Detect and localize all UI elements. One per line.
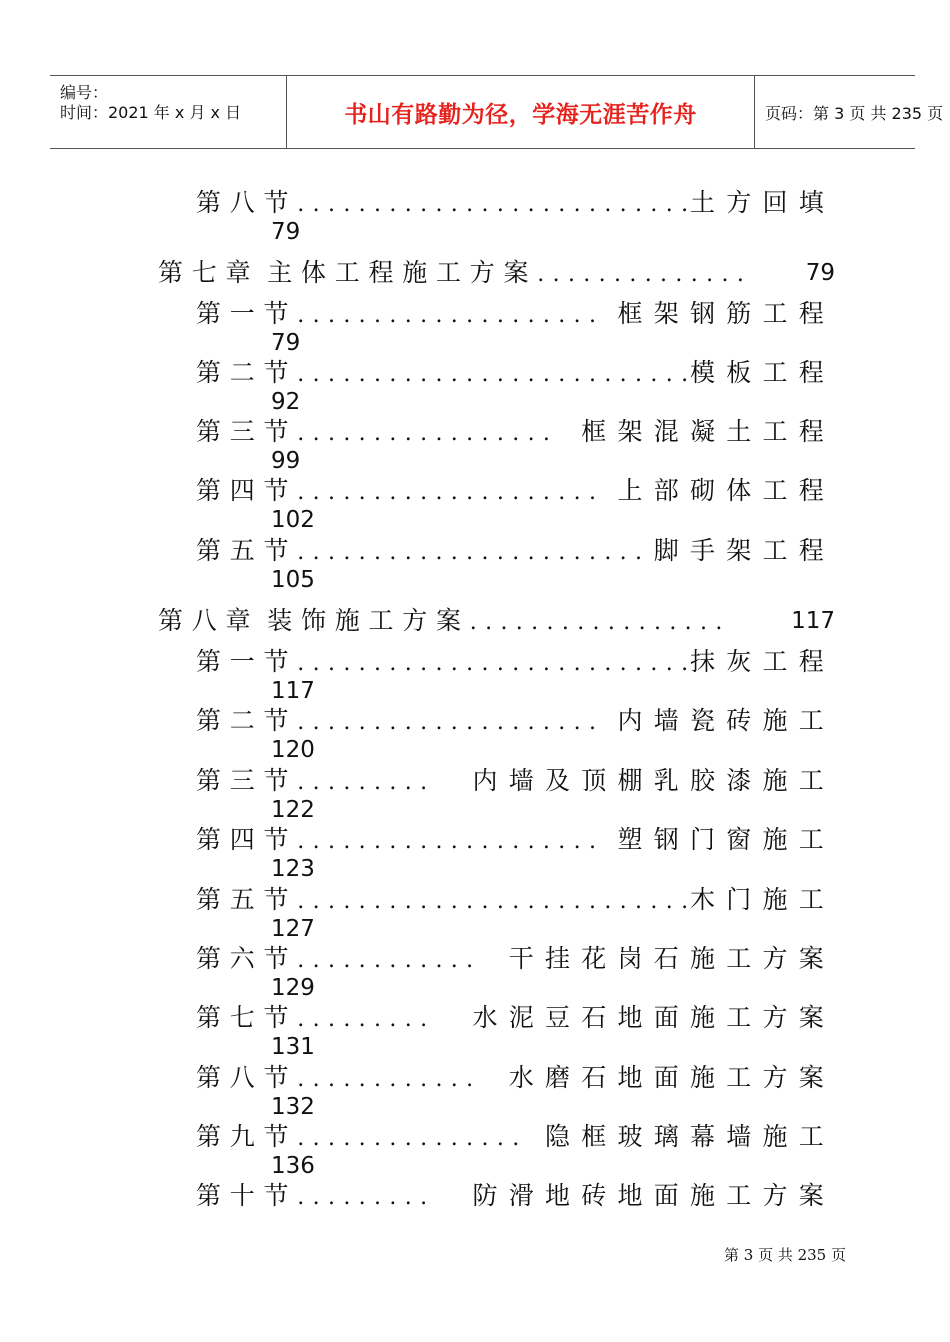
toc-entry-dots: ..........................	[297, 651, 697, 676]
toc-entry-page: 99	[271, 448, 301, 474]
toc-entry-line	[196, 704, 604, 738]
toc-entry-dots: ....................	[297, 303, 605, 328]
toc-entry-label: 第七节	[196, 1003, 298, 1032]
toc-entry-label: 第一节	[196, 299, 298, 328]
toc-entry	[0, 534, 950, 594]
toc-entry-dots: ..........................	[297, 192, 697, 217]
toc-entry-title: 模板工程	[689, 358, 835, 387]
toc-entry-line	[196, 883, 696, 917]
toc-entry-title: 木门施工	[689, 885, 835, 914]
toc-chapter-title: 装饰施工方案	[267, 606, 470, 635]
toc-entry-page: 79	[271, 330, 301, 356]
toc-entry-line	[196, 1179, 435, 1213]
toc-chapter-line	[158, 256, 838, 290]
toc-chapter-title: 主体工程施工方案	[267, 258, 538, 287]
toc-entry	[0, 645, 950, 705]
toc-entry-dots: .........	[297, 1185, 436, 1210]
toc-entry-page: 102	[271, 507, 315, 533]
header-page-info: 页码：第 3 页 共 235 页	[765, 103, 944, 123]
toc-entry-line	[196, 474, 604, 508]
toc-entry-label: 第六节	[196, 944, 298, 973]
toc-entry-line	[196, 645, 696, 679]
toc-entry-title: 隐框玻璃幕墙施工	[544, 1122, 835, 1151]
toc-entry-line	[196, 1061, 482, 1095]
toc-entry-title: 抹灰工程	[689, 647, 835, 676]
toc-entry-label: 第十节	[196, 1181, 298, 1210]
toc-entry	[0, 1179, 950, 1239]
toc-entry-line	[196, 297, 604, 331]
toc-entry-dots: ..........................	[297, 362, 697, 387]
toc-entry-title: 上部砌体工程	[617, 476, 835, 505]
toc-entry-title: 内墙瓷砖施工	[617, 706, 835, 735]
toc-entry-title: 内墙及顶棚乳胶漆施工	[472, 766, 835, 795]
toc-entry-label: 第八节	[196, 1063, 298, 1092]
toc-entry-dots: .................	[297, 421, 559, 446]
toc-entry-dots: ..........................	[297, 889, 697, 914]
toc-entry-line	[196, 764, 435, 798]
toc-entry-page: 117	[271, 678, 315, 704]
toc-entry-dots: ...............	[297, 1126, 528, 1151]
toc-entry-title: 水泥豆石地面施工方案	[472, 1003, 835, 1032]
toc-entry-dots: ....................	[297, 710, 605, 735]
toc-entry-line	[196, 1001, 435, 1035]
toc-entry-dots: ....................	[297, 480, 605, 505]
toc-entry-dots: ............	[297, 1067, 482, 1092]
toc-chapter-label: 第八章	[158, 606, 260, 635]
toc-chapter-dots: ..............	[537, 262, 753, 287]
toc-entry-label: 第三节	[196, 417, 298, 446]
toc-entry-label: 第二节	[196, 358, 298, 387]
toc-entry-page: 127	[271, 916, 315, 942]
doc-time-label: 时间：2021 年 x 月 x 日	[60, 103, 242, 122]
toc-entry-dots: .......................	[297, 540, 651, 565]
toc-entry	[0, 1120, 950, 1180]
toc-entry-line	[196, 186, 696, 220]
toc-entry-dots: .........	[297, 1007, 436, 1032]
toc-entry-page: 105	[271, 567, 315, 593]
toc-entry	[0, 823, 950, 883]
toc-entry-title: 土方回填	[689, 188, 835, 217]
toc-entry-label: 第四节	[196, 825, 298, 854]
toc-entry-page: 132	[271, 1094, 315, 1120]
toc-entry-line	[196, 823, 604, 857]
toc-entry	[0, 356, 950, 416]
toc-entry-label: 第九节	[196, 1122, 298, 1151]
toc-entry-label: 第一节	[196, 647, 298, 676]
toc-entry	[0, 297, 950, 357]
toc-entry-page: 129	[271, 975, 315, 1001]
toc-entry	[0, 1001, 950, 1061]
toc-entry	[0, 942, 950, 1002]
toc-entry-title: 脚手架工程	[653, 536, 835, 565]
toc-entry-dots: ............	[297, 948, 482, 973]
toc-entry-title: 防滑地砖地面施工方案	[472, 1181, 835, 1210]
toc-entry-line	[196, 534, 650, 568]
toc-entry-page: 79	[271, 219, 301, 245]
toc-entry-label: 第五节	[196, 536, 298, 565]
toc-chapter-page: 79	[805, 260, 835, 286]
toc-entry-line	[196, 415, 558, 449]
toc-entry-title: 水磨石地面施工方案	[508, 1063, 835, 1092]
toc-entry-page: 122	[271, 797, 315, 823]
doc-code-label: 编号：	[60, 83, 109, 102]
toc-entry-title: 框架混凝土工程	[581, 417, 835, 446]
toc-entry-page: 131	[271, 1034, 315, 1060]
toc-entry-dots: ....................	[297, 829, 605, 854]
toc-chapter-line	[158, 604, 838, 638]
toc-entry-label: 第二节	[196, 706, 298, 735]
toc-entry	[0, 764, 950, 824]
toc-entry-page: 123	[271, 856, 315, 882]
toc-chapter-label: 第七章	[158, 258, 260, 287]
toc-entry	[0, 415, 950, 475]
header-motto: 书山有路勤为径，学海无涯苦作舟	[344, 100, 697, 128]
toc-entry-title: 干挂花岗石施工方案	[508, 944, 835, 973]
toc-entry	[0, 883, 950, 943]
toc-entry-line	[196, 356, 696, 390]
toc-entry	[0, 1061, 950, 1121]
toc-entry	[0, 704, 950, 764]
toc-entry-page: 120	[271, 737, 315, 763]
toc-chapter-page: 117	[791, 608, 835, 634]
toc-chapter-dots: .................	[469, 610, 731, 635]
toc-entry	[0, 474, 950, 534]
toc-entry	[0, 186, 950, 246]
toc-entry-line	[196, 1120, 528, 1154]
toc-entry-label: 第四节	[196, 476, 298, 505]
toc-entry-page: 92	[271, 389, 301, 415]
page-footer: 第 3 页 共 235 页	[723, 1246, 846, 1264]
toc-entry-line	[196, 942, 482, 976]
toc-entry-label: 第八节	[196, 188, 298, 217]
toc-entry-page: 136	[271, 1153, 315, 1179]
toc-entry-title: 塑钢门窗施工	[617, 825, 835, 854]
toc-entry-label: 第三节	[196, 766, 298, 795]
toc-entry-title: 框架钢筋工程	[617, 299, 835, 328]
toc-entry-dots: .........	[297, 770, 436, 795]
toc-entry-label: 第五节	[196, 885, 298, 914]
